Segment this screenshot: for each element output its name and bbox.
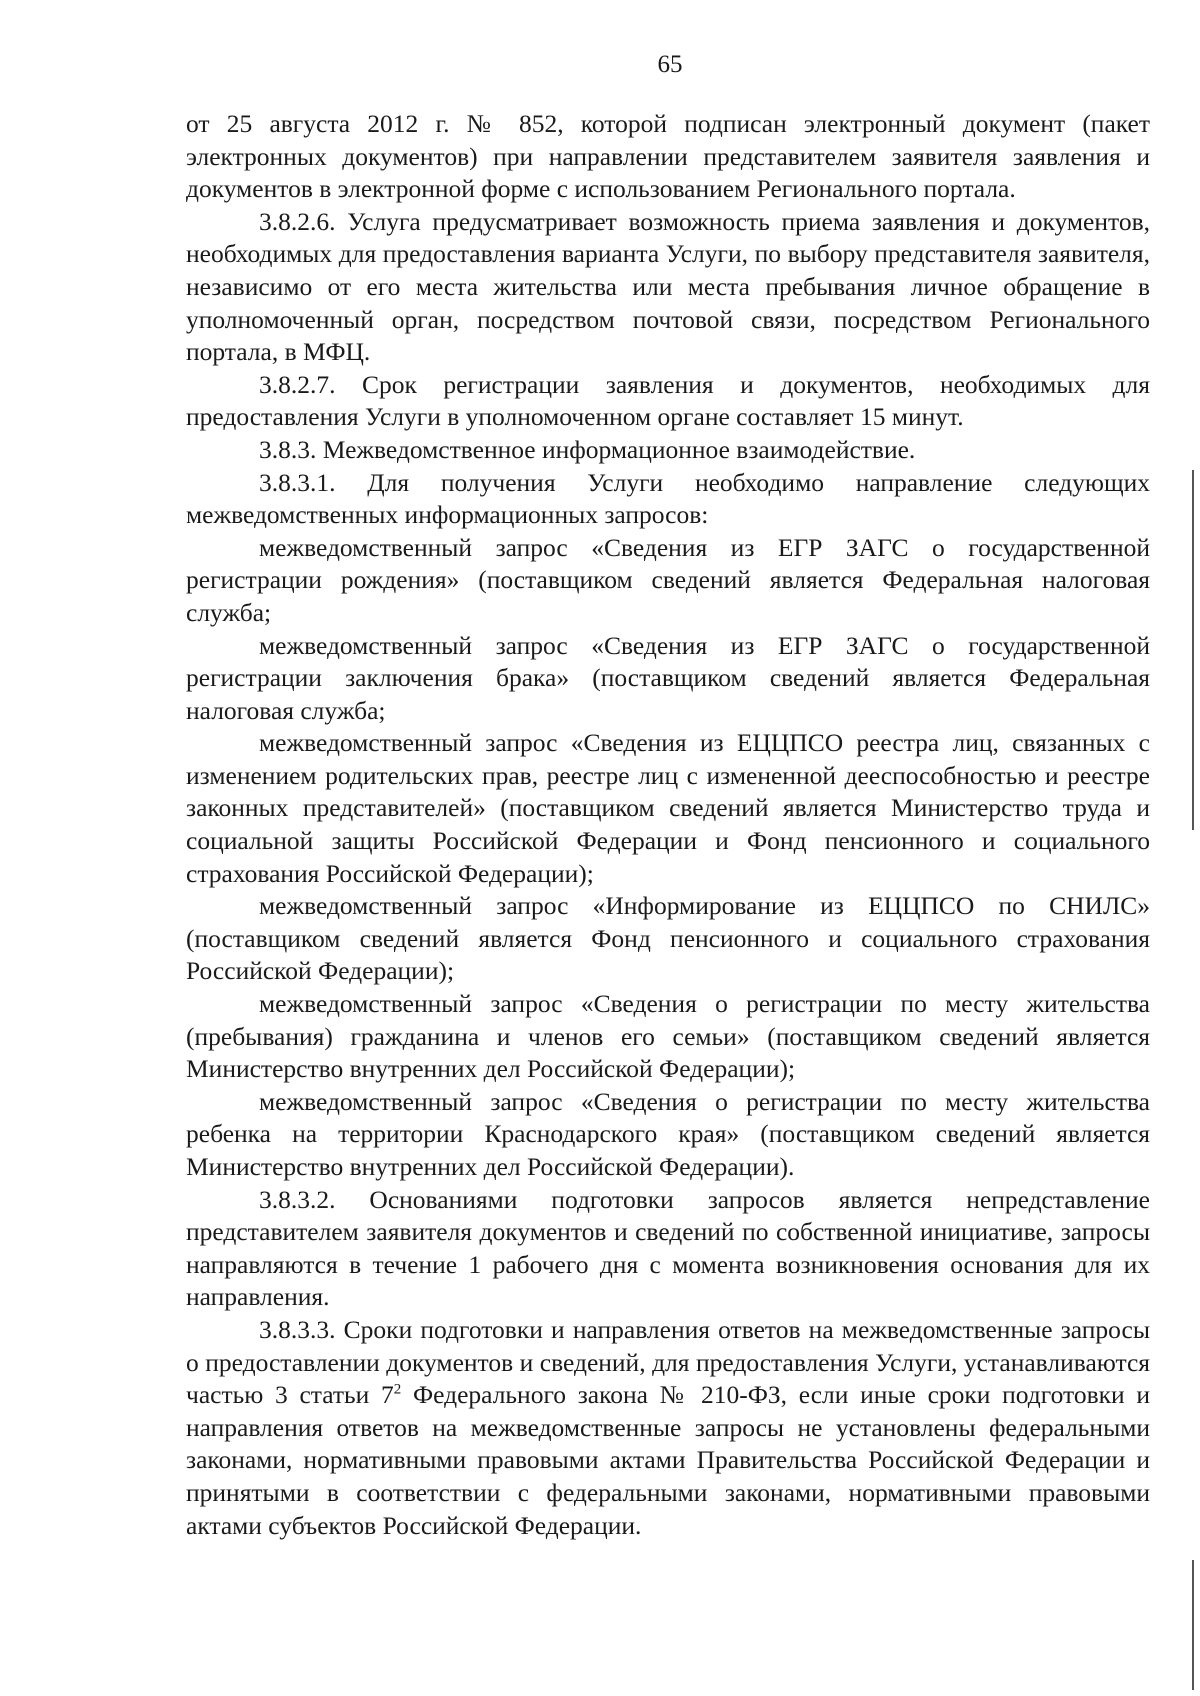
document-body [186,108,1150,1542]
paragraph-3-8-2-6: 3.8.2.6. Услуга предусматривает возможность приема заявления и документов, необходимых для предоставления варианта Услуги, по выбору представителя заявителя, независимо от его места жительства или места пребывания личное обращение в уполномоченный орган, посредством почтовой связи, посредством Регионального портала, в МФЦ. [186,206,1150,367]
paragraph-3-8-3-3-text-before: 3.8.3.3. Сроки подготовки и направления ответов на межведомственные запросы о предоставлении документов и сведений, для предоставления Услуги, устанавливаются частью 3 статьи 7 [186,1314,1150,1410]
paragraph-3-8-3: 3.8.3. Межведомственное информационное взаимодействие. [259,434,916,464]
paragraph-3-8-3-1: 3.8.3.1. Для получения Услуги необходимо направление следующих межведомственных информационных запросов: [186,467,1150,530]
article-superscript: 2 [393,1381,402,1398]
request-item-residence-registration-child: межведомственный запрос «Сведения о регистрации по месту жительства ребенка на территории Краснодарского края» (поставщиком сведений является Министерство внутренних дел Российской Федерации). [186,1086,1150,1181]
request-item-parental-rights-registry: межведомственный запрос «Сведения из ЕЦЦПСО реестра лиц, связанных с изменением родительских прав, реестре лиц с измененной дееспособностью и реестре законных представителей» (поставщиком сведений является Министерство труда и социальной защиты Российской Федерации и Фонд пенсионного и социального страхования Российской Федерации); [186,728,1150,888]
scan-edge-mark [1192,470,1194,830]
request-item-birth-registration: межведомственный запрос «Сведения из ЕГР ЗАГС о государственной регистрации рождения» (поставщиком сведений является Федеральная налоговая служба; [186,532,1150,627]
paragraph-continuation: от 25 августа 2012 г. № 852, которой подписан электронный документ (пакет электронных документов) при направлении представителем заявителя заявления и документов в электронной форме с использованием Регионального портала. [186,109,1150,204]
paragraph-3-8-3-2: 3.8.3.2. Основаниями подготовки запросов является непредставление представителем заявителя документов и сведений по собственной инициативе, запросы направляются в течение 1 рабочего дня с момента возникновения основания для их направления. [186,1184,1150,1312]
request-item-residence-registration-family: межведомственный запрос «Сведения о регистрации по месту жительства (пребывания) гражданина и членов его семьи» (поставщиком сведений является Министерство внутренних дел Российской Федерации); [186,989,1150,1084]
scan-edge-mark [1192,1560,1194,1690]
paragraph-3-8-2-7: 3.8.2.7. Срок регистрации заявления и документов, необходимых для предоставления Услуги в уполномоченном органе составляет 15 минут. [186,369,1150,432]
paragraph-3-8-3-3 [186,1314,1150,1542]
request-item-marriage-registration: межведомственный запрос «Сведения из ЕГР ЗАГС о государственной регистрации заключения брака» (поставщиком сведений является Федеральная налоговая служба; [186,630,1150,725]
paragraph-3-8-3-3-text-after: Федерального закона № 210-ФЗ, если иные сроки подготовки и направления ответов на межведомственные запросы не установлены федеральными законами, нормативными правовыми актами Правительства Российской Федерации и принятыми в соответствии с федеральными законами, нормативными правовыми актами субъектов Российской Федерации. [186,1380,1151,1540]
request-item-snils-info: межведомственный запрос «Информирование из ЕЦЦПСО по СНИЛС» (поставщиком сведений является Фонд пенсионного и социального страхования Российской Федерации); [186,891,1150,986]
page-number: 65 [657,51,683,78]
